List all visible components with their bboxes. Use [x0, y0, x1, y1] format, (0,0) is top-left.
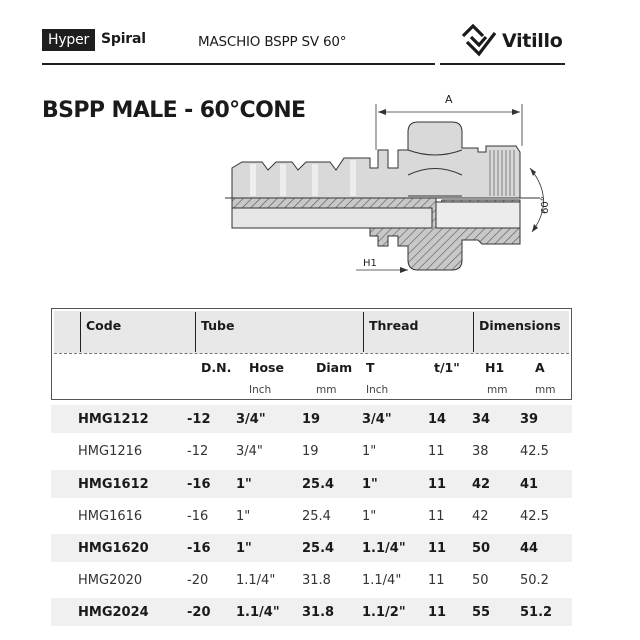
cell-h1: 50 — [472, 541, 491, 556]
cell-dn: -20 — [187, 605, 211, 620]
cell-a: 51.2 — [520, 605, 553, 620]
cell-hose: 1.1/4" — [236, 573, 276, 588]
cell-dn: -20 — [187, 573, 209, 588]
cell-hose: 1.1/4" — [236, 605, 280, 620]
subhead-h1: H1 — [485, 360, 505, 375]
table-row — [51, 437, 572, 465]
header-separator — [473, 312, 474, 352]
cell-thread: 1" — [362, 444, 377, 459]
cell-h1: 55 — [472, 605, 491, 620]
cell-code: HMG2020 — [78, 573, 143, 588]
cell-tpi: 11 — [428, 605, 447, 620]
cell-thread: 1" — [362, 509, 377, 524]
col-group-dimensions: Dimensions — [479, 318, 561, 333]
header-dotted-rule — [54, 353, 569, 354]
subhead-dn: D.N. — [201, 360, 232, 375]
cell-dn: -12 — [187, 412, 211, 427]
cell-code: HMG1216 — [78, 444, 143, 459]
unit-t: Inch — [366, 384, 389, 396]
cell-tpi: 11 — [428, 444, 445, 459]
cell-hose: 1" — [236, 541, 252, 556]
col-group-thread: Thread — [369, 318, 419, 333]
cell-thread: 1.1/2" — [362, 605, 406, 620]
cell-a: 39 — [520, 412, 539, 427]
cell-tpi: 11 — [428, 573, 445, 588]
angle-label: 60° — [540, 196, 551, 214]
table-row — [51, 598, 572, 626]
subhead-a: A — [535, 360, 545, 375]
cell-diam: 19 — [302, 444, 319, 459]
cell-thread: 3/4" — [362, 412, 392, 427]
unit-diam: mm — [316, 384, 337, 396]
cell-tpi: 11 — [428, 509, 445, 524]
fitting-drawing — [225, 84, 565, 284]
table-row — [51, 566, 572, 594]
cell-dn: -16 — [187, 509, 209, 524]
cell-code: HMG2024 — [78, 605, 149, 620]
page-title: BSPP MALE - 60°CONE — [42, 98, 306, 123]
cell-hose: 3/4" — [236, 444, 263, 459]
cell-dn: -16 — [187, 477, 211, 492]
cell-hose: 1" — [236, 477, 252, 492]
cell-code: HMG1612 — [78, 477, 149, 492]
cell-tpi: 14 — [428, 412, 447, 427]
cell-thread: 1" — [362, 477, 378, 492]
cell-dn: -16 — [187, 541, 211, 556]
cell-a: 42.5 — [520, 509, 549, 524]
brand-name: Vitillo — [502, 30, 563, 52]
header-separator — [363, 312, 364, 352]
cell-thread: 1.1/4" — [362, 573, 402, 588]
table-row — [51, 470, 572, 498]
subhead-t: T — [366, 360, 375, 375]
cell-code: HMG1212 — [78, 412, 149, 427]
cell-h1: 42 — [472, 477, 491, 492]
cell-diam: 31.8 — [302, 573, 331, 588]
hyper-badge: Hyper — [42, 29, 95, 51]
cell-code: HMG1620 — [78, 541, 149, 556]
dim-h1-label: H1 — [363, 258, 377, 269]
header-rule-right — [440, 63, 565, 65]
unit-hose: Inch — [249, 384, 272, 396]
cell-a: 41 — [520, 477, 539, 492]
cell-dn: -12 — [187, 444, 209, 459]
cell-thread: 1.1/4" — [362, 541, 406, 556]
table-row — [51, 502, 572, 530]
header-rule-left — [42, 63, 435, 65]
cell-hose: 1" — [236, 509, 251, 524]
col-group-tube: Tube — [201, 318, 235, 333]
header-separator — [195, 312, 196, 352]
cell-a: 44 — [520, 541, 539, 556]
cell-tpi: 11 — [428, 541, 447, 556]
subhead-tpi: t/1" — [434, 360, 460, 375]
dim-a-label: A — [445, 93, 453, 106]
cell-h1: 38 — [472, 444, 489, 459]
col-group-code: Code — [86, 318, 122, 333]
cell-code: HMG1616 — [78, 509, 143, 524]
vitillo-logo-icon — [459, 23, 499, 59]
subhead-hose: Hose — [249, 360, 284, 375]
header-separator — [80, 312, 81, 352]
cell-diam: 31.8 — [302, 605, 335, 620]
cell-diam: 25.4 — [302, 541, 335, 556]
cell-hose: 3/4" — [236, 412, 266, 427]
cell-a: 50.2 — [520, 573, 549, 588]
cell-a: 42.5 — [520, 444, 549, 459]
cell-h1: 42 — [472, 509, 489, 524]
table-row — [51, 405, 572, 433]
table-row — [51, 534, 572, 562]
unit-a: mm — [535, 384, 556, 396]
document-subtitle: MASCHIO BSPP SV 60° — [198, 34, 347, 50]
cell-diam: 19 — [302, 412, 321, 427]
cell-h1: 34 — [472, 412, 491, 427]
cell-diam: 25.4 — [302, 477, 335, 492]
cell-tpi: 11 — [428, 477, 447, 492]
unit-h1: mm — [487, 384, 508, 396]
subhead-diam: Diam — [316, 360, 353, 375]
product-line-label: Spiral — [101, 31, 146, 47]
cell-diam: 25.4 — [302, 509, 331, 524]
cell-h1: 50 — [472, 573, 489, 588]
